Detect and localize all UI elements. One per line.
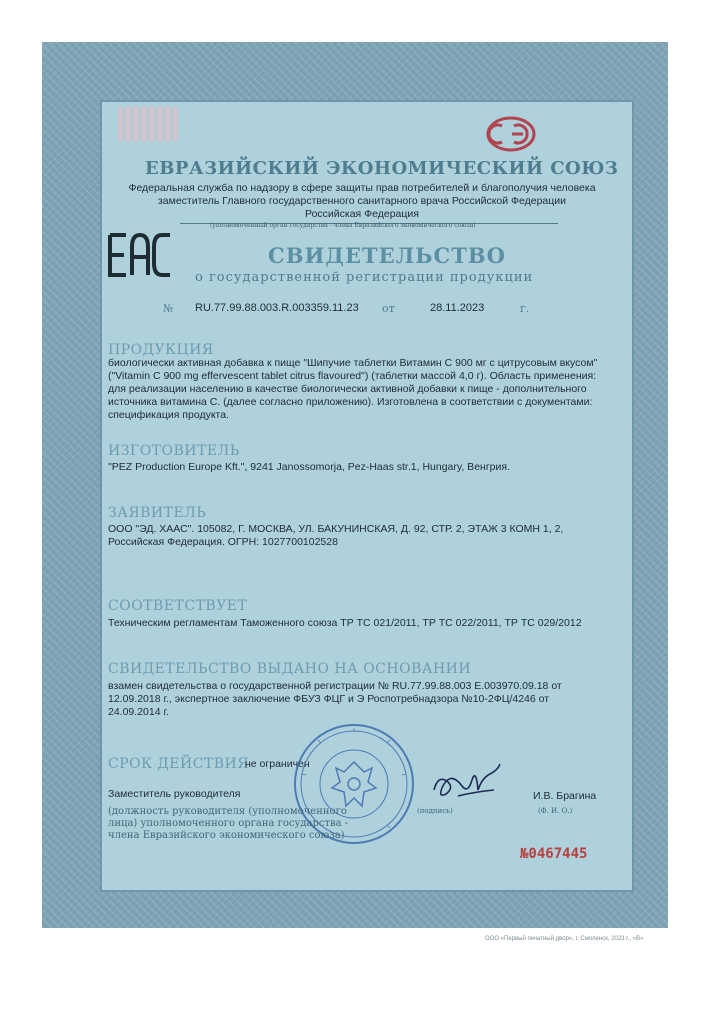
eac-logo-icon: [108, 233, 172, 277]
issuer-line-2: заместитель Главного государственного санитарного врача Российской Федерации: [157, 195, 567, 207]
certificate-subtitle: о государственной регистрации продукции: [195, 270, 534, 285]
product-line: ("Vitamin C 900 mg effervescent tablet citrus flavoured") (таблетки массой 4,0 г). Область применения:: [108, 370, 597, 382]
basis-text: [108, 680, 628, 719]
printer-note: ООО «Первый печатный двор», г. Смоленск, 2023 г., «В»: [485, 936, 644, 942]
basis-line: 12.09.2018 г., экспертное заключение ФБУЗ ФЦГ и Э Роспотребнадзора №10-2ФЦ/4246 от: [108, 693, 550, 705]
conformity-text: Техническим регламентам Таможенного союза ТР ТС 021/2011, ТР ТС 022/2011, ТР ТС 029/2012: [108, 617, 582, 629]
union-title: ЕВРАЗИЙСКИЙ ЭКОНОМИЧЕСКИЙ СОЮЗ: [145, 158, 619, 179]
applicant-line: ООО "ЭД. ХААС". 105082, Г. МОСКВА, УЛ. БАКУНИНСКАЯ, Д. 92, СТР. 2, ЭТАЖ 3 КОМН 1, 2,: [108, 523, 564, 535]
year-suffix: г.: [520, 302, 530, 315]
date-label: от: [382, 302, 395, 315]
number-label: №: [163, 302, 174, 315]
signature-caption: (подпись): [417, 807, 453, 815]
caption-line: члена Евразийского экономического союза): [108, 830, 345, 841]
issuer-caption: (уполномоченный орган государства - члена Евразийского экономического союза): [210, 222, 476, 229]
conformity-section-title: СООТВЕТСТВУЕТ: [108, 598, 248, 614]
manufacturer-section-title: ИЗГОТОВИТЕЛЬ: [108, 443, 240, 459]
applicant-section-title: ЗАЯВИТЕЛЬ: [108, 505, 207, 521]
basis-section-title: СВИДЕТЕЛЬСТВО ВЫДАНО НА ОСНОВАНИИ: [108, 661, 472, 677]
serial-number: №0467445: [520, 846, 588, 862]
signature-icon: [428, 760, 504, 804]
manufacturer-text: "PEZ Production Europe Kft.", 9241 Janossomorja, Pez-Haas str.1, Hungary, Венгрия.: [108, 461, 510, 473]
product-line: источника витамина С. (далее согласно приложению). Изготовлена в соответствии с документами:: [108, 396, 593, 408]
validity-section-title: СРОК ДЕЙСТВИЯ: [108, 756, 250, 772]
signer-position: Заместитель руководителя: [108, 788, 241, 800]
caption-line: (должность руководителя (уполномоченного: [108, 806, 347, 817]
hologram-strip: [118, 107, 178, 141]
applicant-text: [108, 523, 628, 549]
signer-name: И.В. Брагина: [533, 790, 597, 802]
validity-value: не ограничен: [245, 758, 310, 770]
name-caption: (Ф. И. О.): [538, 807, 573, 815]
basis-line: взамен свидетельства о государственной регистрации № RU.77.99.88.003 Е.003970.09.18 от: [108, 680, 562, 692]
certificate-title: СВИДЕТЕЛЬСТВО: [268, 243, 506, 268]
registration-number: RU.77.99.88.003.R.003359.11.23: [195, 302, 359, 314]
signer-caption: [108, 806, 348, 842]
product-line: спецификация продукта.: [108, 409, 229, 421]
product-line: биологически активная добавка к пище "Шипучие таблетки Витамин С 900 мг с цитрусовым вкусом": [108, 357, 598, 369]
caption-line: лица) уполномоченного органа государства -: [108, 818, 349, 829]
registration-date: 28.11.2023: [430, 302, 485, 314]
issuer-line-1: Федеральная служба по надзору в сфере защиты прав потребителей и благополучия человека: [128, 182, 596, 194]
product-line: для реализации населению в качестве биологически активной добавки к пище - дополнительного: [108, 383, 587, 395]
basis-line: 24.09.2014 г.: [108, 706, 169, 718]
issuer-line-3: Российская Федерация: [305, 208, 419, 220]
applicant-line: Российская Федерация. ОГРН: 1027700102528: [108, 536, 338, 548]
product-section-title: ПРОДУКЦИЯ: [108, 342, 214, 358]
product-text: [108, 357, 628, 422]
se-logo-icon: [486, 116, 536, 152]
